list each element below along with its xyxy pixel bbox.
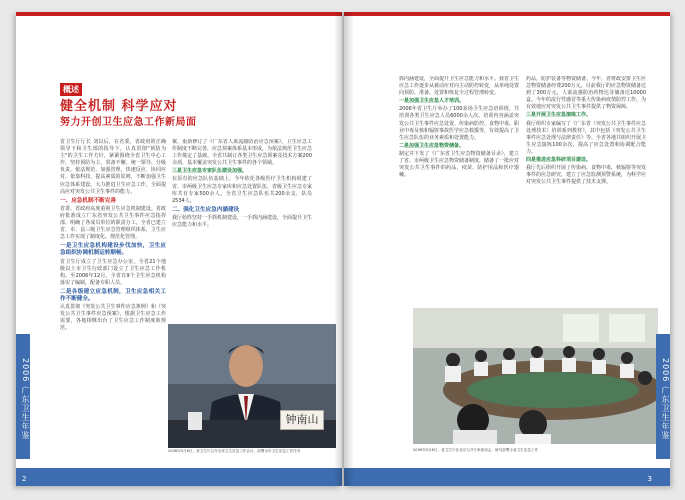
right-column-1 — [399, 76, 519, 304]
paragraph: 省委、省政府高度重视卫生应急机制建设。省政府批准成立广东省突发公共卫生事件应急指挥部，明确了各成员单位的职责分工。全省已建立省、市、县三级卫生应急管理组织体系，卫生应急工作实现了制度化、规范化管理。 — [60, 205, 166, 241]
page-number: 2 — [22, 475, 27, 483]
highlight-heading: 四是推进应急科研项目建设。 — [526, 157, 592, 164]
paragraph: 在原有的应急队伍基础上，今年依托各级医疗卫生机构组建了省、市两级卫生应急专家库和应急处置队伍，省级卫生应急专家库共有专家500余人。全省卫生应急队伍共200余支，队员2534人。 — [172, 176, 312, 204]
subsection-heading: 一是卫生应急机构建设步伐加快，卫生应急组织协调机制运转顺畅。 — [60, 243, 166, 257]
right-column-2 — [526, 76, 646, 304]
paragraph: 抓内涵建设，全面提升卫生应急能力和水平。我省卫生应急工作逐步从被动应对向主动防控转变，从单纯处置向预防、准备、处置和恢复全过程管理转变。 — [399, 76, 519, 97]
photo-caption: 2006年5月8日，省卫生厅在北京召开专家座谈会，研究部署全省卫生应急工作 — [413, 448, 539, 452]
paragraph: 省卫生厅厅长 刘以后，在省委、省政府的正确领导下和卫生部的指导下，认真贯彻"预防为主"的卫生工作方针，紧紧围绕全省卫生中心工作，坚持预防为主、常备不懈，统一领导、分级负责，依法规范、加强管理，快速反应、协同应对，依靠科技、提高素质的原则，不断加强卫生应急体系建设，大力推进卫生应急工作，全面提高应对突发公共卫生事件的能力。 — [60, 139, 166, 195]
paragraph: 案，重新修订了《广东省人禽流感防治应急预案》。卫生应急工作制度不断完善，应急预案体系基本形成，为依法规范卫生应急工作奠定了基础。全省共制订各类卫生应急预案及技术方案200余项，基本覆盖突发公共卫生事件的各个领域。 — [172, 139, 312, 167]
photo-caption: 2006年5月8日，省卫生厅召开全省卫生应急工作会议，部署全年卫生应急工作任务 — [168, 449, 301, 453]
highlight-heading: 三是卫生应急专家队伍建设加强。 — [172, 168, 248, 175]
meeting-photo-speaker — [168, 324, 336, 448]
article-title: 健全机制 科学应对 — [60, 99, 178, 114]
paragraph: 我厅组织专家编写了《广东省（突发公共卫生事件应急处理技术）培训系列教材》，其中包括《突发公共卫生事件应急处理与法律责任》等。全省各地共组织开展卫生应急演练100余次，提高了应急处置和协调配合能力。 — [526, 120, 646, 155]
section-tag: 概述 — [60, 83, 82, 96]
paragraph: 药品，防护装备等物资储备。今年，省财政安排卫生应急物资储备经费200万元，目前我厅的应急物资储备达到了300万元，人禽流感防治药物达菲储备达10000盒。今年的流行性感冒等重大传染病疫情防控工作，为有效地应对突发公共卫生事件提供了物资保障。 — [526, 76, 646, 111]
left-column-2 — [172, 139, 312, 323]
left-column-1 — [60, 139, 166, 333]
highlight-heading: 一是加强卫生应急人才培训。 — [399, 98, 465, 105]
left-page — [16, 12, 342, 486]
section-heading: 二、强化卫生应急内涵建设 — [172, 206, 240, 213]
page-number: 3 — [647, 475, 652, 483]
bottom-bar — [344, 468, 670, 486]
top-accent-bar — [344, 12, 670, 16]
paragraph: 省卫生厅成立了卫生应急办公室，全省21个地级以上市卫生行政部门设立了卫生应急工作机构。至2006年12月，全省有9个卫生应急机构落实了编制，配备专职人员。 — [60, 258, 166, 286]
highlight-heading: 三是开展卫生应急演练工作。 — [526, 112, 592, 119]
meeting-photo-conference — [413, 308, 658, 444]
top-accent-bar — [16, 12, 342, 16]
highlight-heading: 二是加强卫生应急物资储备。 — [399, 142, 465, 149]
paragraph: 我厅始终坚持一手抓机制建设，一手抓内涵建设，全面提升卫生应急能力和水平。 — [172, 214, 312, 229]
magazine-spread — [16, 12, 670, 486]
paragraph: 我厅先后组织开展了传染病、食物中毒、核辐射等突发事件的应急研究，建立了应急监测预警系统，为科学应对突发公共卫生事件提供了技术支撑。 — [526, 165, 646, 186]
conference-photo-illustration — [413, 308, 658, 444]
side-tab-label: 2006 广东卫生年鉴 — [656, 334, 670, 459]
bottom-bar — [16, 468, 342, 486]
paragraph: 2006年省卫生厅举办了100多场卫生应急培训班，共培训各类卫生应急人员6000余人次。培训内容涵盖突发公共卫生事件应急处置、传染病防控、食物中毒、职业中毒及核和辐射事故医学应急救援等，有效提高了卫生应急队伍的业务素质和处置能力。 — [399, 106, 519, 141]
page-gutter — [334, 12, 354, 486]
section-heading: 一、应急机制不断完善 — [60, 197, 116, 204]
side-tab-label: 2006 广东卫生年鉴 — [16, 334, 30, 459]
paragraph: 制定并下发了《广东省卫生应急物资储备目录》，建立了省、市两级卫生应急物资储备制度，储备了一批应对突发公共卫生事件的药品、疫苗、防护用品和医疗器械。 — [399, 150, 519, 179]
subsection-heading: 二是各级建立应急机制，卫生应急相关工作不断健全。 — [60, 288, 166, 302]
paragraph: 认真贯彻《突发公共卫生事件应急条例》和《突发公共卫生事件应急预案》，根据卫生应急工作需要，各地相继出台了卫生应急工作制度和规范。 — [60, 304, 166, 332]
right-page — [344, 12, 670, 486]
nameplate: 钟南山 — [280, 410, 324, 430]
article-subtitle: 努力开创卫生应急工作新局面 — [60, 117, 197, 128]
